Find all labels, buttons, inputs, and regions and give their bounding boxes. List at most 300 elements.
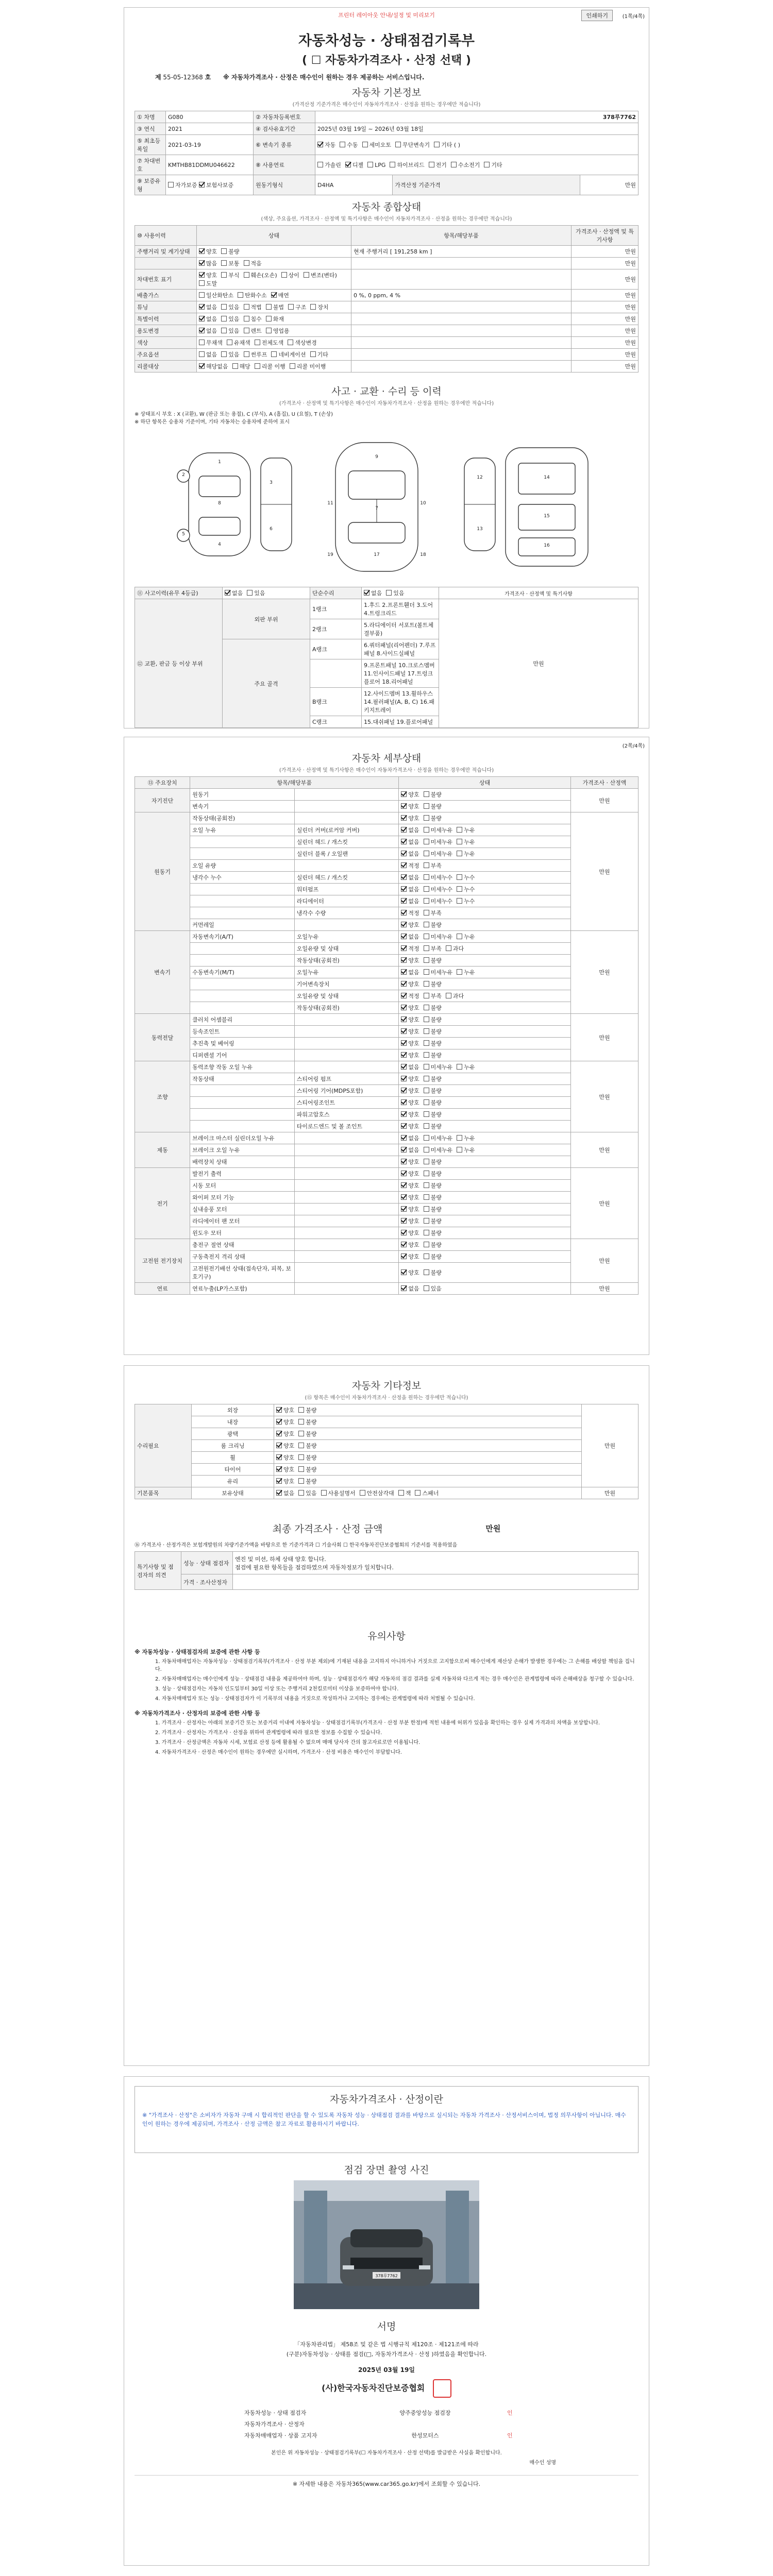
- checkbox[interactable]: [276, 1454, 282, 1460]
- warranty-insurer-checkbox[interactable]: [199, 182, 205, 188]
- checkbox[interactable]: [429, 162, 434, 167]
- detail-state-option[interactable]: 불량: [424, 1242, 442, 1248]
- detail-state-option[interactable]: 불량: [424, 1182, 442, 1189]
- checkbox[interactable]: [424, 1218, 429, 1224]
- checkbox[interactable]: [424, 993, 429, 998]
- checkbox[interactable]: [247, 590, 253, 596]
- checkbox[interactable]: [221, 260, 227, 266]
- summary-option[interactable]: 영업용: [266, 328, 290, 334]
- checkbox[interactable]: [401, 1182, 407, 1188]
- checkbox[interactable]: [401, 945, 407, 951]
- checkbox[interactable]: [401, 1194, 407, 1200]
- detail-state-option[interactable]: 양호: [401, 815, 419, 822]
- checkbox[interactable]: [401, 993, 407, 998]
- checkbox[interactable]: [221, 351, 227, 357]
- summary-option[interactable]: 없음: [199, 304, 217, 311]
- checkbox[interactable]: [401, 815, 407, 821]
- checkbox[interactable]: [290, 363, 295, 369]
- detail-state-option[interactable]: 적정: [401, 945, 419, 952]
- detail-state-option[interactable]: 불량: [424, 791, 442, 798]
- checkbox[interactable]: [401, 910, 407, 916]
- checkbox[interactable]: [199, 280, 205, 286]
- checkbox[interactable]: [424, 862, 429, 868]
- checkbox[interactable]: [398, 1490, 404, 1496]
- checkbox[interactable]: [401, 1269, 407, 1275]
- checkbox[interactable]: [457, 839, 462, 844]
- checkbox[interactable]: [271, 351, 277, 357]
- other-state-option[interactable]: 사용설명서: [321, 1490, 356, 1497]
- simple-repair-option[interactable]: 없음: [364, 590, 382, 597]
- checkbox[interactable]: [199, 304, 205, 310]
- transmission-option[interactable]: 자동: [317, 142, 335, 148]
- checkbox[interactable]: [446, 945, 451, 951]
- detail-state-option[interactable]: 누유: [457, 934, 475, 940]
- detail-state-option[interactable]: 양호: [401, 1005, 419, 1011]
- checkbox[interactable]: [424, 898, 429, 904]
- checkbox[interactable]: [424, 1076, 429, 1081]
- checkbox[interactable]: [424, 910, 429, 916]
- checkbox[interactable]: [424, 1028, 429, 1034]
- checkbox[interactable]: [244, 272, 249, 278]
- summary-option[interactable]: 불법: [266, 304, 284, 311]
- detail-state-option[interactable]: 미세누수: [424, 886, 453, 893]
- detail-state-option[interactable]: 불량: [424, 1005, 442, 1011]
- detail-state-option[interactable]: 양호: [401, 1242, 419, 1248]
- checkbox[interactable]: [424, 1230, 429, 1235]
- summary-option[interactable]: 색상변경: [288, 340, 317, 346]
- checkbox[interactable]: [244, 304, 249, 310]
- checkbox[interactable]: [401, 1171, 407, 1176]
- checkbox[interactable]: [457, 969, 462, 975]
- checkbox[interactable]: [199, 363, 205, 369]
- checkbox[interactable]: [424, 1064, 429, 1070]
- transmission-option[interactable]: 기타 ( ): [434, 142, 460, 148]
- detail-state-option[interactable]: 적정: [401, 993, 419, 999]
- checkbox[interactable]: [386, 590, 392, 596]
- checkbox[interactable]: [221, 304, 227, 310]
- checkbox[interactable]: [401, 1242, 407, 1247]
- detail-state-option[interactable]: 부족: [424, 862, 442, 869]
- detail-state-option[interactable]: 불량: [424, 922, 442, 928]
- checkbox[interactable]: [424, 1159, 429, 1164]
- checkbox[interactable]: [221, 248, 227, 254]
- detail-state-option[interactable]: 미세누유: [424, 839, 453, 845]
- checkbox[interactable]: [221, 316, 227, 321]
- summary-option[interactable]: 변조(변타): [304, 272, 337, 279]
- detail-state-option[interactable]: 불량: [424, 1099, 442, 1106]
- detail-state-option[interactable]: 없음: [401, 886, 419, 893]
- checkbox[interactable]: [244, 351, 249, 357]
- summary-option[interactable]: 있음: [221, 328, 239, 334]
- checkbox[interactable]: [199, 272, 205, 278]
- checkbox[interactable]: [244, 328, 249, 333]
- summary-option[interactable]: 구조: [288, 304, 306, 311]
- summary-option[interactable]: 적법: [244, 304, 262, 311]
- detail-state-option[interactable]: 양호: [401, 1040, 419, 1047]
- detail-state-option[interactable]: 양호: [401, 803, 419, 810]
- other-state-option[interactable]: 스패너: [415, 1490, 439, 1497]
- summary-option[interactable]: 부식: [221, 272, 239, 279]
- checkbox[interactable]: [424, 1088, 429, 1093]
- detail-state-option[interactable]: 양호: [401, 1171, 419, 1177]
- detail-state-option[interactable]: 없음: [401, 827, 419, 834]
- other-state-option[interactable]: 불량: [298, 1407, 316, 1414]
- checkbox[interactable]: [457, 1064, 462, 1070]
- checkbox[interactable]: [424, 945, 429, 951]
- fuel-option[interactable]: 수소전기: [451, 162, 480, 168]
- checkbox[interactable]: [401, 791, 407, 797]
- checkbox[interactable]: [298, 1443, 304, 1448]
- detail-state-option[interactable]: 양호: [401, 1052, 419, 1059]
- checkbox[interactable]: [401, 1016, 407, 1022]
- checkbox[interactable]: [401, 969, 407, 975]
- checkbox[interactable]: [199, 260, 205, 266]
- checkbox[interactable]: [401, 886, 407, 892]
- detail-state-option[interactable]: 없음: [401, 1147, 419, 1154]
- simple-repair-option[interactable]: 있음: [386, 590, 404, 597]
- other-state-option[interactable]: 양호: [276, 1419, 294, 1426]
- detail-state-option[interactable]: 양호: [401, 957, 419, 964]
- summary-option[interactable]: 훼손(오손): [244, 272, 277, 279]
- other-state-option[interactable]: 불량: [298, 1419, 316, 1426]
- fuel-option[interactable]: 전기: [429, 162, 447, 168]
- detail-state-option[interactable]: 미세누유: [424, 934, 453, 940]
- checkbox[interactable]: [424, 1269, 429, 1275]
- summary-option[interactable]: 매연: [271, 292, 289, 299]
- checkbox[interactable]: [457, 898, 462, 904]
- fuel-option[interactable]: 하이브리드: [390, 162, 424, 168]
- checkbox[interactable]: [401, 827, 407, 833]
- detail-state-option[interactable]: 양호: [401, 1016, 419, 1023]
- checkbox[interactable]: [232, 363, 238, 369]
- detail-state-option[interactable]: 미세누유: [424, 827, 453, 834]
- checkbox[interactable]: [276, 1407, 282, 1413]
- checkbox[interactable]: [255, 340, 260, 345]
- other-state-option[interactable]: 양호: [276, 1431, 294, 1437]
- other-state-option[interactable]: 양호: [276, 1454, 294, 1461]
- detail-state-option[interactable]: 양호: [401, 1230, 419, 1236]
- checkbox[interactable]: [424, 1182, 429, 1188]
- other-state-option[interactable]: 잭: [398, 1490, 411, 1497]
- summary-option[interactable]: 없음: [199, 328, 217, 334]
- checkbox[interactable]: [401, 851, 407, 856]
- detail-state-option[interactable]: 양호: [401, 1111, 419, 1118]
- detail-state-option[interactable]: 양호: [401, 922, 419, 928]
- detail-state-option[interactable]: 과다: [446, 993, 464, 999]
- checkbox[interactable]: [401, 1088, 407, 1093]
- detail-state-option[interactable]: 양호: [401, 1159, 419, 1165]
- other-state-option[interactable]: 양호: [276, 1466, 294, 1473]
- checkbox[interactable]: [401, 1230, 407, 1235]
- other-state-option[interactable]: 불량: [298, 1431, 316, 1437]
- checkbox[interactable]: [457, 851, 462, 856]
- checkbox[interactable]: [424, 1171, 429, 1176]
- checkbox[interactable]: [424, 839, 429, 844]
- summary-option[interactable]: 유채색: [227, 340, 250, 346]
- transmission-option[interactable]: 무단변속기: [395, 142, 430, 148]
- checkbox[interactable]: [401, 1028, 407, 1034]
- detail-state-option[interactable]: 양호: [401, 1218, 419, 1225]
- other-state-option[interactable]: 불량: [298, 1466, 316, 1473]
- other-state-option[interactable]: 양호: [276, 1478, 294, 1485]
- fuel-option[interactable]: 기타: [484, 162, 502, 168]
- detail-state-option[interactable]: 불량: [424, 1171, 442, 1177]
- checkbox[interactable]: [401, 934, 407, 939]
- checkbox[interactable]: [424, 1242, 429, 1247]
- detail-state-option[interactable]: 불량: [424, 1159, 442, 1165]
- checkbox[interactable]: [401, 1159, 407, 1164]
- checkbox[interactable]: [457, 827, 462, 833]
- checkbox[interactable]: [424, 851, 429, 856]
- checkbox[interactable]: [424, 1253, 429, 1259]
- detail-state-option[interactable]: 불량: [424, 1230, 442, 1236]
- checkbox[interactable]: [266, 328, 272, 333]
- detail-state-option[interactable]: 불량: [424, 1253, 442, 1260]
- detail-state-option[interactable]: 양호: [401, 1123, 419, 1130]
- fuel-option[interactable]: LPG: [367, 162, 385, 168]
- detail-state-option[interactable]: 양호: [401, 981, 419, 988]
- checkbox[interactable]: [401, 1135, 407, 1141]
- summary-option[interactable]: 있음: [221, 304, 239, 311]
- detail-state-option[interactable]: 없음: [401, 969, 419, 976]
- checkbox[interactable]: [401, 1218, 407, 1224]
- checkbox[interactable]: [401, 898, 407, 904]
- detail-state-option[interactable]: 누유: [457, 1064, 475, 1071]
- detail-state-option[interactable]: 양호: [401, 1099, 419, 1106]
- checkbox[interactable]: [276, 1443, 282, 1448]
- checkbox[interactable]: [199, 328, 205, 333]
- checkbox[interactable]: [424, 827, 429, 833]
- checkbox[interactable]: [288, 340, 293, 345]
- checkbox[interactable]: [424, 934, 429, 939]
- checkbox[interactable]: [390, 162, 395, 167]
- detail-state-option[interactable]: 불량: [424, 981, 442, 988]
- checkbox[interactable]: [225, 590, 230, 596]
- detail-state-option[interactable]: 미세누유: [424, 851, 453, 857]
- detail-state-option[interactable]: 누유: [457, 827, 475, 834]
- detail-state-option[interactable]: 미세누유: [424, 1135, 453, 1142]
- checkbox[interactable]: [424, 981, 429, 987]
- other-state-option[interactable]: 양호: [276, 1443, 294, 1449]
- other-state-option[interactable]: 안전삼각대: [360, 1490, 394, 1497]
- checkbox[interactable]: [424, 1111, 429, 1117]
- other-state-option[interactable]: 양호: [276, 1407, 294, 1414]
- checkbox[interactable]: [451, 162, 457, 167]
- detail-state-option[interactable]: 누유: [457, 1147, 475, 1154]
- checkbox[interactable]: [321, 1490, 327, 1496]
- checkbox[interactable]: [401, 1005, 407, 1010]
- detail-state-option[interactable]: 없음: [401, 1135, 419, 1142]
- checkbox[interactable]: [288, 304, 294, 310]
- checkbox[interactable]: [401, 1123, 407, 1129]
- checkbox[interactable]: [401, 803, 407, 809]
- checkbox[interactable]: [199, 248, 205, 254]
- checkbox[interactable]: [457, 934, 462, 939]
- detail-state-option[interactable]: 양호: [401, 1028, 419, 1035]
- detail-state-option[interactable]: 누유: [457, 1135, 475, 1142]
- checkbox[interactable]: [424, 1040, 429, 1046]
- summary-option[interactable]: 상이: [281, 272, 299, 279]
- detail-state-option[interactable]: 부족: [424, 945, 442, 952]
- summary-option[interactable]: 없음: [199, 316, 217, 323]
- detail-state-option[interactable]: 없음: [401, 1064, 419, 1071]
- detail-state-option[interactable]: 불량: [424, 803, 442, 810]
- checkbox[interactable]: [424, 1194, 429, 1200]
- checkbox[interactable]: [424, 1005, 429, 1010]
- checkbox[interactable]: [424, 791, 429, 797]
- detail-state-option[interactable]: 없음: [401, 898, 419, 905]
- checkbox[interactable]: [424, 1123, 429, 1129]
- detail-state-option[interactable]: 양호: [401, 1076, 419, 1082]
- checkbox[interactable]: [221, 272, 227, 278]
- detail-state-option[interactable]: 없음: [401, 1285, 419, 1292]
- detail-state-option[interactable]: 미세누수: [424, 874, 453, 881]
- checkbox[interactable]: [424, 922, 429, 927]
- detail-state-option[interactable]: 양호: [401, 1269, 419, 1276]
- checkbox[interactable]: [401, 1040, 407, 1046]
- checkbox[interactable]: [266, 304, 272, 310]
- summary-option[interactable]: 해당: [232, 363, 250, 370]
- summary-option[interactable]: 없음: [199, 351, 217, 358]
- detail-state-option[interactable]: 불량: [424, 1111, 442, 1118]
- detail-state-option[interactable]: 미세누수: [424, 898, 453, 905]
- accident-option[interactable]: 있음: [247, 590, 265, 597]
- detail-state-option[interactable]: 양호: [401, 1206, 419, 1213]
- checkbox[interactable]: [298, 1407, 304, 1413]
- detail-state-option[interactable]: 불량: [424, 1123, 442, 1130]
- summary-option[interactable]: 해당없음: [199, 363, 228, 370]
- checkbox[interactable]: [401, 1147, 407, 1153]
- checkbox[interactable]: [367, 162, 373, 167]
- checkbox[interactable]: [424, 1052, 429, 1058]
- summary-option[interactable]: 기타: [310, 351, 328, 358]
- checkbox[interactable]: [304, 272, 309, 278]
- checkbox[interactable]: [244, 260, 249, 266]
- checkbox[interactable]: [340, 142, 345, 147]
- detail-state-option[interactable]: 불량: [424, 1194, 442, 1201]
- detail-state-option[interactable]: 부족: [424, 910, 442, 917]
- summary-option[interactable]: 리콜 미이행: [290, 363, 326, 370]
- summary-option[interactable]: 탄화수소: [238, 292, 267, 299]
- checkbox[interactable]: [424, 886, 429, 892]
- detail-state-option[interactable]: 불량: [424, 1269, 442, 1276]
- warranty-self-checkbox[interactable]: [168, 182, 174, 188]
- checkbox[interactable]: [401, 922, 407, 927]
- checkbox[interactable]: [446, 993, 451, 998]
- checkbox[interactable]: [244, 316, 249, 321]
- summary-option[interactable]: 불량: [221, 248, 239, 255]
- checkbox[interactable]: [276, 1466, 282, 1472]
- detail-state-option[interactable]: 양호: [401, 1182, 419, 1189]
- checkbox[interactable]: [298, 1466, 304, 1472]
- print-button[interactable]: 인쇄하기: [581, 10, 613, 21]
- checkbox[interactable]: [276, 1419, 282, 1425]
- checkbox[interactable]: [199, 292, 205, 298]
- checkbox[interactable]: [298, 1490, 304, 1496]
- checkbox[interactable]: [276, 1478, 282, 1484]
- checkbox[interactable]: [401, 1253, 407, 1259]
- summary-option[interactable]: 무채색: [199, 340, 223, 346]
- checkbox[interactable]: [310, 304, 316, 310]
- checkbox[interactable]: [457, 1147, 462, 1153]
- detail-state-option[interactable]: 불량: [424, 1016, 442, 1023]
- detail-state-option[interactable]: 부족: [424, 993, 442, 999]
- checkbox[interactable]: [424, 1099, 429, 1105]
- summary-option[interactable]: 있음: [221, 351, 239, 358]
- summary-option[interactable]: 적음: [244, 260, 262, 267]
- detail-state-option[interactable]: 양호: [401, 1088, 419, 1094]
- checkbox[interactable]: [281, 272, 287, 278]
- detail-state-option[interactable]: 적정: [401, 862, 419, 869]
- summary-option[interactable]: 화재: [266, 316, 284, 323]
- checkbox[interactable]: [401, 981, 407, 987]
- checkbox[interactable]: [298, 1419, 304, 1425]
- checkbox[interactable]: [424, 1016, 429, 1022]
- checkbox[interactable]: [424, 815, 429, 821]
- checkbox[interactable]: [401, 874, 407, 880]
- detail-state-option[interactable]: 없음: [401, 839, 419, 845]
- checkbox[interactable]: [298, 1478, 304, 1484]
- detail-state-option[interactable]: 누유: [457, 851, 475, 857]
- detail-state-option[interactable]: 미세누유: [424, 1147, 453, 1154]
- checkbox[interactable]: [457, 1135, 462, 1141]
- detail-state-option[interactable]: 불량: [424, 1076, 442, 1082]
- checkbox[interactable]: [457, 886, 462, 892]
- checkbox[interactable]: [310, 351, 316, 357]
- checkbox[interactable]: [298, 1454, 304, 1460]
- checkbox[interactable]: [255, 363, 260, 369]
- summary-option[interactable]: 썬루프: [244, 351, 267, 358]
- checkbox[interactable]: [424, 1135, 429, 1141]
- checkbox[interactable]: [434, 142, 440, 147]
- detail-state-option[interactable]: 양호: [401, 1253, 419, 1260]
- checkbox[interactable]: [424, 969, 429, 975]
- detail-state-option[interactable]: 없음: [401, 851, 419, 857]
- checkbox[interactable]: [401, 1285, 407, 1291]
- detail-state-option[interactable]: 누수: [457, 886, 475, 893]
- checkbox[interactable]: [221, 328, 227, 333]
- checkbox[interactable]: [401, 1111, 407, 1117]
- other-state-option[interactable]: 있음: [298, 1490, 316, 1497]
- checkbox[interactable]: [457, 874, 462, 880]
- other-state-option[interactable]: 불량: [298, 1454, 316, 1461]
- summary-option[interactable]: 보통: [221, 260, 239, 267]
- summary-option[interactable]: 일산화탄소: [199, 292, 233, 299]
- summary-option[interactable]: 렌트: [244, 328, 262, 334]
- other-state-option[interactable]: 없음: [276, 1490, 294, 1497]
- checkbox[interactable]: [345, 162, 351, 167]
- summary-option[interactable]: 도말: [199, 280, 217, 287]
- other-state-option[interactable]: 불량: [298, 1443, 316, 1449]
- summary-option[interactable]: 양호: [199, 248, 217, 255]
- detail-state-option[interactable]: 미세누유: [424, 969, 453, 976]
- detail-state-option[interactable]: 적정: [401, 910, 419, 917]
- checkbox[interactable]: [199, 316, 205, 321]
- fuel-option[interactable]: 가솔린: [317, 162, 341, 168]
- other-state-option[interactable]: 불량: [298, 1478, 316, 1485]
- checkbox[interactable]: [276, 1431, 282, 1436]
- checkbox[interactable]: [401, 1206, 407, 1212]
- detail-state-option[interactable]: 있음: [424, 1285, 442, 1292]
- summary-option[interactable]: 있음: [221, 316, 239, 323]
- checkbox[interactable]: [266, 316, 272, 321]
- summary-option[interactable]: 네비게이션: [271, 351, 306, 358]
- checkbox[interactable]: [276, 1490, 282, 1496]
- summary-option[interactable]: 장치: [310, 304, 328, 311]
- checkbox[interactable]: [362, 142, 368, 147]
- detail-state-option[interactable]: 누유: [457, 839, 475, 845]
- detail-state-option[interactable]: 과다: [446, 945, 464, 952]
